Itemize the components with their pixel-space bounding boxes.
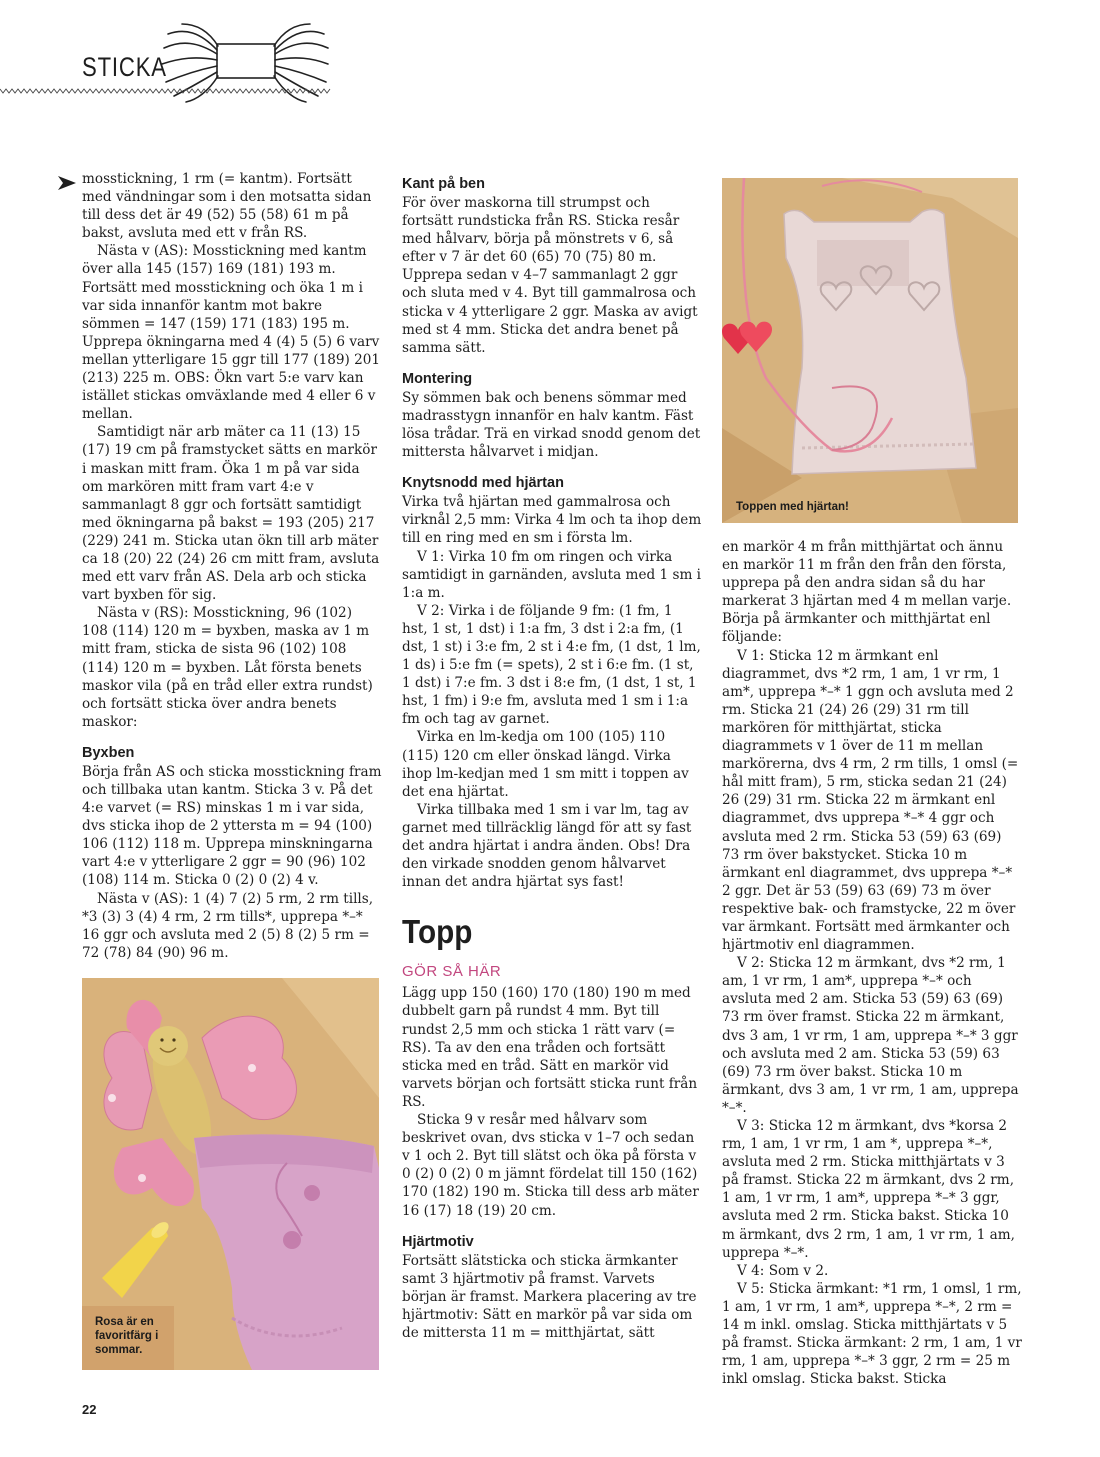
paragraph: V 2: Sticka 12 m ärmkant, dvs *2 rm, 1 am, 1 vr rm, 1 am*, upprepa *–* och avsluta med 2 am. Sticka 53 (59) 63 (69) 73 rm över framst. Sticka 22 m ärmkant, dvs 3 am, 1 vr rm, 1 am, upprepa *–* 3 ggr och avsluta med 2 am. Sticka 53 (59) 63 (69) 73 rm över bakst. Sticka 10 m ärmkant, dvs 3 am, 1 vr rm, 1 am, upprepa *–*.	[722, 955, 1019, 1116]
paragraph: V 1: Sticka 12 m ärmkant enl diagrammet, dvs *2 rm, 1 am, 1 vr rm, 1 am*, upprepa *–* 1 ggn och avsluta med 2 rm. Sticka 21 (24) 26 (29) 31 rm till markören för mitthjärtat, sticka diagrammets v 1 över de 11 m mellan markörerna, dvs 4 rm, 2 rm tills, 1 omsl (= hål mitt fram), 5 rm, sticka sedan 21 (24) 26 (29) 31 rm. Sticka 22 m ärmkant enl diagrammet, dvs upprepa *–* 4 ggr och avsluta med 2 rm. Sticka 53 (59) 63 (69) 73 rm över bakstycket. Sticka 10 m ärmkant enl diagrammet, dvs upprepa *–* 2 ggr. Det är 53 (59) 63 (69) 73 m över respektive bak- och framstycke, 22 m över var ärmkant. Fortsätt med ärmkanter och hjärtmotiv enl diagrammen.	[722, 647, 1019, 954]
paragraph: Virka två hjärtan med gammalrosa och virknål 2,5 mm: Virka 4 lm och ta ihop dem till en ring med en sm i första lm.	[402, 494, 702, 547]
paragraph: V 3: Sticka 12 m ärmkant, dvs *korsa 2 rm, 1 am, 1 vr rm, 1 am *, upprepa *–*, avsluta med 2 rm. Sticka mitthjärtats v 3 på framst. Sticka 22 m ärmkant, dvs 2 rm, 1 am, 1 vr rm, 1 am*, upprepa *–* 3 ggr, avsluta med 2 rm. Sticka bakst. Sticka 10 m ärmkant, dvs 2 rm, 1 am, 1 vr rm, 1 am, upprepa *–*.	[722, 1118, 1015, 1261]
text-column-2	[402, 170, 702, 1342]
text-column-1	[82, 170, 382, 962]
paragraph: en markör 4 m från mitthjärtat och ännu en markör 11 m från den från den första, upprepa på den andra sidan så du har markerat 3 hjärtan med 4 m mellan varje. Börja på ärmkanter och mitthjärtat enl följande:	[722, 539, 1012, 646]
paragraph: Virka tillbaka med 1 sm i var lm, tag av garnet med tillräcklig längd för att sy fast det andra hjärtat i andra änden. Obs! Dra den virkade snodden genom hålvarvet innan det andra hjärtat sys fast!	[402, 801, 692, 891]
paragraph: Nästa v (AS): Mosstickning med kantm över alla 145 (157) 169 (181) 193 m. Fortsätt med mosstickning och öka 1 m i var sida innanför kantm mot bakre sömmen = 147 (159) 171 (183) 195 m. Upprepa ökningarna med 4 (4) 5 (5) 6 varv mellan ytterligare 15 ggr till 177 (189) 201 (213) 225 m. OBS: Ökn vart 5:e varv kan istället stickas omväxlande med 4 eller 6 v mellan.	[82, 243, 381, 423]
paragraph: Samtidigt när arb mäter ca 11 (13) 15 (17) 19 cm på framstycket sätts en markör i maskan mitt fram. Öka 1 m på var sida om markören mitt fram vart 4:e v sammanlagt 8 ggr och fortsätt samtidigt med ökningarna på bakst = 193 (205) 217 (229) 241 m. Sticka utan ökn till arb mäter ca 18 (20) 22 (24) 26 cm mitt fram, avsluta med ett varv från AS. Dela arb och sticka vart byxben för sig.	[82, 424, 380, 604]
paragraph: Fortsätt slätsticka och sticka ärmkanter samt 3 hjärtmotiv på framst. Varvets början är framst. Markera placering av tre hjärtmotiv: Sätt en markör på var sida om de mittersta 11 m = mitthjärtat, sätt	[402, 1252, 697, 1341]
paragraph: Börja från AS och sticka mosstickning fram och tillbaka utan kantm. Sticka 3 v. På det 4:e varvet (= RS) minskas 1 m i var sida, dvs sticka ihop de 2 yttersta m = 94 (100) 106 (112) 118 m. Upprepa minskningarna vart 4:e v ytterligare 2 ggr = 90 (96) 102 (108) 114 m. Sticka 0 (2) 0 (2) 4 v.	[82, 763, 382, 889]
heading-kant-pa-ben: Kant på ben	[402, 176, 485, 192]
subheading-gor-sa-har: GÖR SÅ HÄR	[402, 963, 502, 981]
photo-caption: Rosa är en favoritfärg i sommar.	[95, 1316, 159, 1356]
paragraph: V 1: Virka 10 fm om ringen och virka samtidigt in garnänden, avsluta med 1 sm i 1:a m.	[402, 548, 702, 601]
paragraph: Nästa v (RS): Mosstickning, 96 (102) 108 (114) 120 m = byxben, maska av 1 m mitt fram, sticka de sista 96 (102) 108 (114) 120 m = byxben. Låt första benets maskor vila (på en tråd eller extra rundst) och fortsätt sticka över andra benets maskor:	[82, 605, 373, 730]
paragraph: Sticka 9 v resår med hålvarv som beskrivet ovan, dvs sticka v 1–7 och sedan v 1 och 2. Byt till slätst och öka på första v 0 (2) 0 (2) 0 m jämnt fördelat till 150 (162) 170 (182) 190 m. Sticka till dess arb mäter 16 (17) 18 (19) 20 cm.	[402, 1112, 699, 1219]
photo-top-with-hearts	[722, 178, 1018, 523]
heading-knytsnodd: Knytsnodd med hjärtan	[402, 475, 564, 492]
text-column-3	[722, 538, 1022, 1388]
page-number: 22	[82, 1402, 97, 1417]
paragraph: mosstickning, 1 rm (= kantm). Fortsätt med vändningar som i den motsatta sidan till dess det är 49 (52) 55 (58) 61 m på bakst, avsluta med ett v från RS.	[82, 171, 372, 242]
heading-byxben: Byxben	[82, 744, 135, 761]
continuation-arrow-icon	[58, 176, 76, 190]
paragraph: Nästa v (AS): 1 (4) 7 (2) 5 rm, 2 rm tills, *3 (3) 3 (4) 4 rm, 2 rm tills*, upprepa *–* 16 ggr och avsluta med 2 (5) 8 (2) 5 rm = 72 (78) 84 (90) 96 m.	[82, 890, 374, 961]
heading-topp: Topp	[402, 913, 473, 951]
paragraph: För över maskorna till strumpst och fortsätt rundsticka från RS. Sticka resår med hålvarv, börja på mönstrets v 6, så efter v 7 är det 60 (65) 70 (75) 80 m. Upprepa sedan v 4–7 sammanlagt 2 ggr och sluta med v 4. Byt till gammalrosa och sticka v 4 ytterligare 2 ggr. Maska av avigt med st 4 mm. Sticka det andra benet på samma sätt.	[402, 195, 698, 356]
paragraph: Sy sömmen bak och benens sömmar med madrasstygn innanför en halv kantm. Fäst lösa trådar. Trä en virkad snodd genom det mittersta hålvarvet i midjan.	[402, 389, 701, 461]
paragraph: V 2: Virka i de följande 9 fm: (1 fm, 1 hst, 1 st, 1 dst) i 1:a fm, 3 dst i 2:a fm, (1 dst, 1 st) i 3:e fm, 2 st i 4:e fm, (1 dst, 1 lm, 1 ds) i 5:e fm (= spets), 2 st i 6:e fm. (1 st, 1 dst) i 7:e fm. 3 dst i 8:e fm, (1 dst, 1 st, 1 hst, 1 fm) i 9:e fm, avsluta med 1 sm i 1:a fm och tag av garnet.	[402, 602, 701, 728]
header-divider	[0, 86, 1100, 96]
paragraph: Lägg upp 150 (160) 170 (180) 190 m med dubbelt garn på rundst 4 mm. Byt till rundst 2,5 mm och sticka 1 rätt varv (= RS). Ta av den ena tråden och fortsätt sticka med en tråd. Sätt en markör vid varvets början och fortsätt sticka runt från RS.	[402, 985, 698, 1110]
paragraph: Virka en lm-kedja om 100 (105) 110 (115) 120 cm eller önskad längd. Virka ihop lm-kedjan med 1 sm mitt i toppen av det ena hjärtat.	[402, 729, 689, 800]
paragraph: V 4: Som v 2.	[737, 1262, 829, 1279]
paragraph: V 5: Sticka ärmkant: *1 rm, 1 omsl, 1 rm, 1 am, 1 vr rm, 1 am*, upprepa *–*, 2 rm = 14 m inkl. omslag. Sticka mitthjärtats v 5 på framst. Sticka ärmkant: 2 rm, 1 am, 1 vr rm, 1 am, upprepa *–* 3 ggr, 2 rm = 25 m inkl omslag. Sticka bakst. Sticka	[722, 1280, 1022, 1388]
photo-shorts-and-butterfly	[82, 978, 379, 1370]
section-label: STICKA	[82, 52, 167, 82]
photo-caption: Toppen med hjärtan!	[736, 501, 849, 513]
heading-montering: Montering	[402, 370, 473, 387]
heading-hjartmotiv: Hjärtmotiv	[402, 1233, 474, 1250]
